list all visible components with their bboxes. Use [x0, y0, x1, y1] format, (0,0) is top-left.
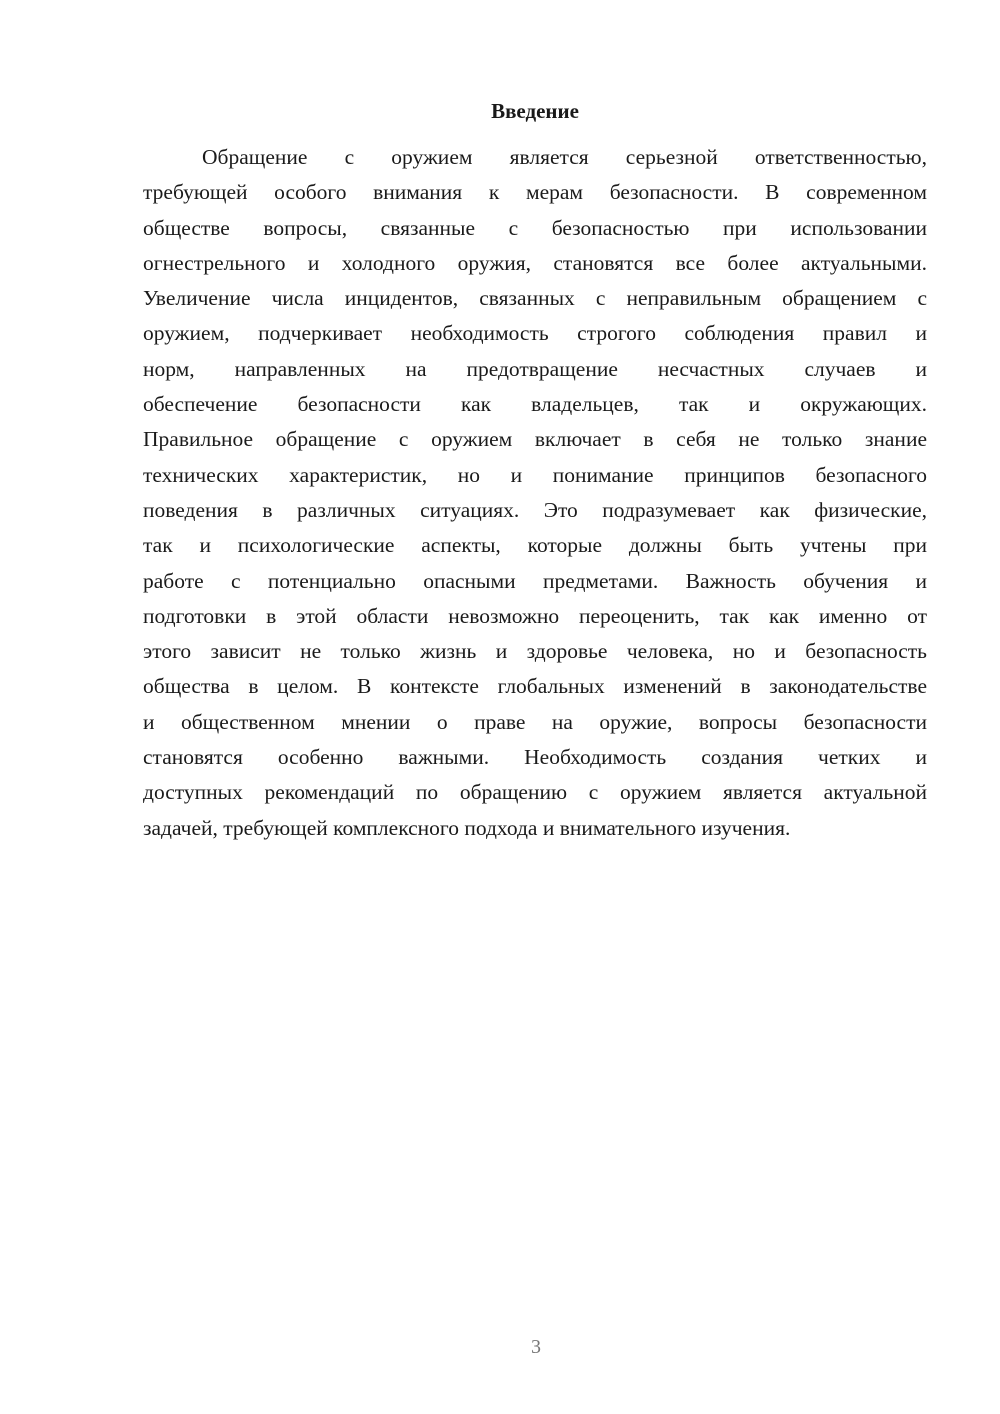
paragraph-line: общества в целом. В контексте глобальных изменений в законодательстве	[143, 674, 927, 699]
section-heading: Введение	[491, 99, 579, 123]
paragraph-line: работе с потенциально опасными предметами. Важность обучения и	[143, 568, 927, 593]
paragraph-line: так и психологические аспекты, которые должны быть учтены при	[143, 533, 927, 558]
paragraph-line: огнестрельного и холодного оружия, становятся все более актуальными.	[143, 250, 927, 275]
paragraph-line: задачей, требующей комплексного подхода и внимательного изучения.	[143, 815, 791, 840]
paragraph-line: оружием, подчеркивает необходимость строгого соблюдения правил и	[143, 321, 927, 346]
paragraph-line: обеспечение безопасности как владельцев, так и окружающих.	[143, 392, 927, 417]
paragraph-line: норм, направленных на предотвращение несчастных случаев и	[143, 356, 927, 381]
introduction-paragraph	[143, 140, 927, 846]
paragraph-line: технических характеристик, но и понимание принципов безопасного	[143, 462, 927, 487]
paragraph-line: Увеличение числа инцидентов, связанных с неправильным обращением с	[143, 286, 927, 311]
page-number: 3	[531, 1336, 541, 1358]
paragraph-line: Обращение с оружием является серьезной ответственностью,	[202, 145, 927, 169]
paragraph-line: требующей особого внимания к мерам безопасности. В современном	[143, 180, 927, 205]
paragraph-line: этого зависит не только жизнь и здоровье человека, но и безопасность	[143, 639, 927, 664]
paragraph-line: доступных рекомендаций по обращению с оружием является актуальной	[143, 780, 927, 805]
paragraph-line: подготовки в этой области невозможно переоценить, так как именно от	[143, 603, 927, 628]
paragraph-line: Правильное обращение с оружием включает в себя не только знание	[143, 427, 927, 452]
paragraph-line: становятся особенно важными. Необходимость создания четких и	[143, 745, 927, 770]
paragraph-line: поведения в различных ситуациях. Это подразумевает как физические,	[143, 497, 927, 522]
paragraph-line: обществе вопросы, связанные с безопасностью при использовании	[143, 215, 927, 240]
paragraph-line: и общественном мнении о праве на оружие, вопросы безопасности	[143, 709, 927, 734]
